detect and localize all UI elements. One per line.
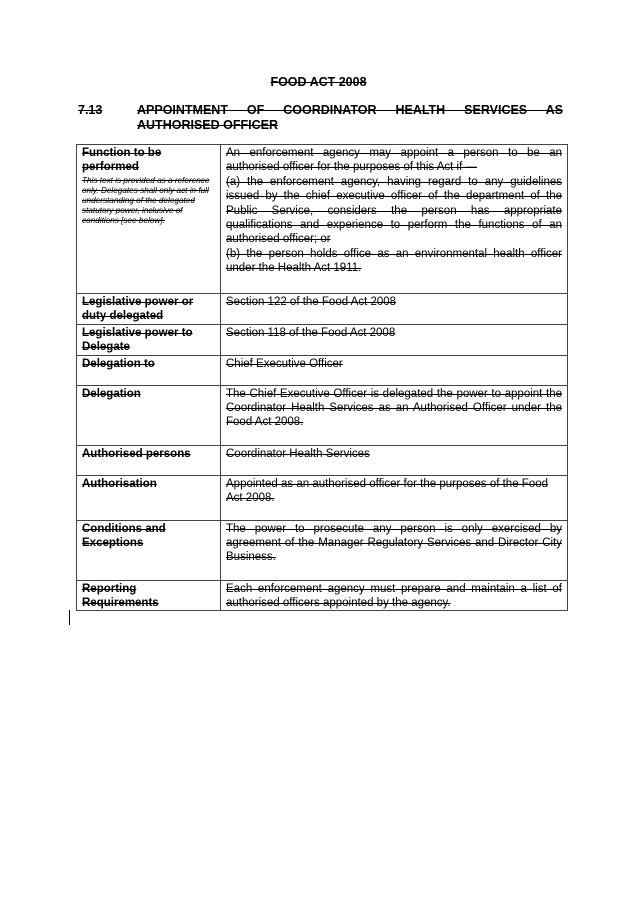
table-row <box>77 324 568 355</box>
section-number: 7.13 <box>78 103 103 117</box>
row-value-legislative-power-or-duty: Section 122 of the Food Act 2008 <box>221 294 568 325</box>
row-label-power-to-delegate: Legislative power to Delegate <box>77 324 221 355</box>
row-value-delegation: The Chief Executive Officer is delegated the power to appoint the Coordinator Health Services as an Authorised Officer under the Food Act 2008. <box>221 385 568 445</box>
text-cursor <box>69 610 70 625</box>
delegation-table <box>76 144 568 611</box>
table-row <box>77 294 568 325</box>
table-row <box>77 385 568 445</box>
table-row <box>77 475 568 520</box>
row-label-delegation: Delegation <box>77 385 221 445</box>
row-value-conditions: The power to prosecute any person is only exercised by agreement of the Manager Regulatory Services and Director City Business. <box>221 520 568 580</box>
row-label-function <box>77 145 221 294</box>
row-value-authorisation: Appointed as an authorised officer for the purposes of the Food Act 2008. <box>221 475 568 520</box>
section-title: APPOINTMENT OF COORDINATOR HEALTH SERVICES AS AUTHORISED OFFICER <box>137 103 563 132</box>
table-row <box>77 580 568 611</box>
function-text-line: An enforcement agency may appoint a person to be an authorised officer for the purposes of this Act if — <box>226 147 562 174</box>
table-row <box>77 520 568 580</box>
row-label-authorised-persons: Authorised persons <box>77 445 221 475</box>
row-label-conditions: Conditions and Exceptions <box>77 520 221 580</box>
row-value-authorised-persons: Coordinator Health Services <box>221 445 568 475</box>
function-text-line: (a) the enforcement agency, having regard to any guidelines issued by the chief executive officer of the department of the Public Service, considers the person has appropriate qualifications and experience to perform the functions of an authorised officer; or <box>226 175 562 246</box>
table-row <box>77 145 568 294</box>
function-text-line: (b) the person holds office as an environmental health officer under the Health Act 1911. <box>226 247 562 275</box>
reference-note: This text is provided as a reference only. Delegates shall only act in full understanding of the delegated statutory power, inclusive of conditions [see below]. <box>82 175 210 225</box>
document-title: FOOD ACT 2008 <box>270 75 367 89</box>
function-label: Function to be performed <box>82 147 162 174</box>
table-row <box>77 445 568 475</box>
row-label-reporting: Reporting Requirements <box>77 580 221 611</box>
row-value-power-to-delegate: Section 118 of the Food Act 2008 <box>221 324 568 355</box>
row-label-delegation-to: Delegation to <box>77 355 221 385</box>
row-label-authorisation: Authorisation <box>77 475 221 520</box>
row-value-function <box>221 145 568 294</box>
row-label-legislative-power-or-duty: Legislative power or duty delegated <box>77 294 221 325</box>
table-row <box>77 355 568 385</box>
row-value-reporting: Each enforcement agency must prepare and maintain a list of authorised officers appointed by the agency. <box>221 580 568 611</box>
row-value-delegation-to: Chief Executive Officer <box>221 355 568 385</box>
